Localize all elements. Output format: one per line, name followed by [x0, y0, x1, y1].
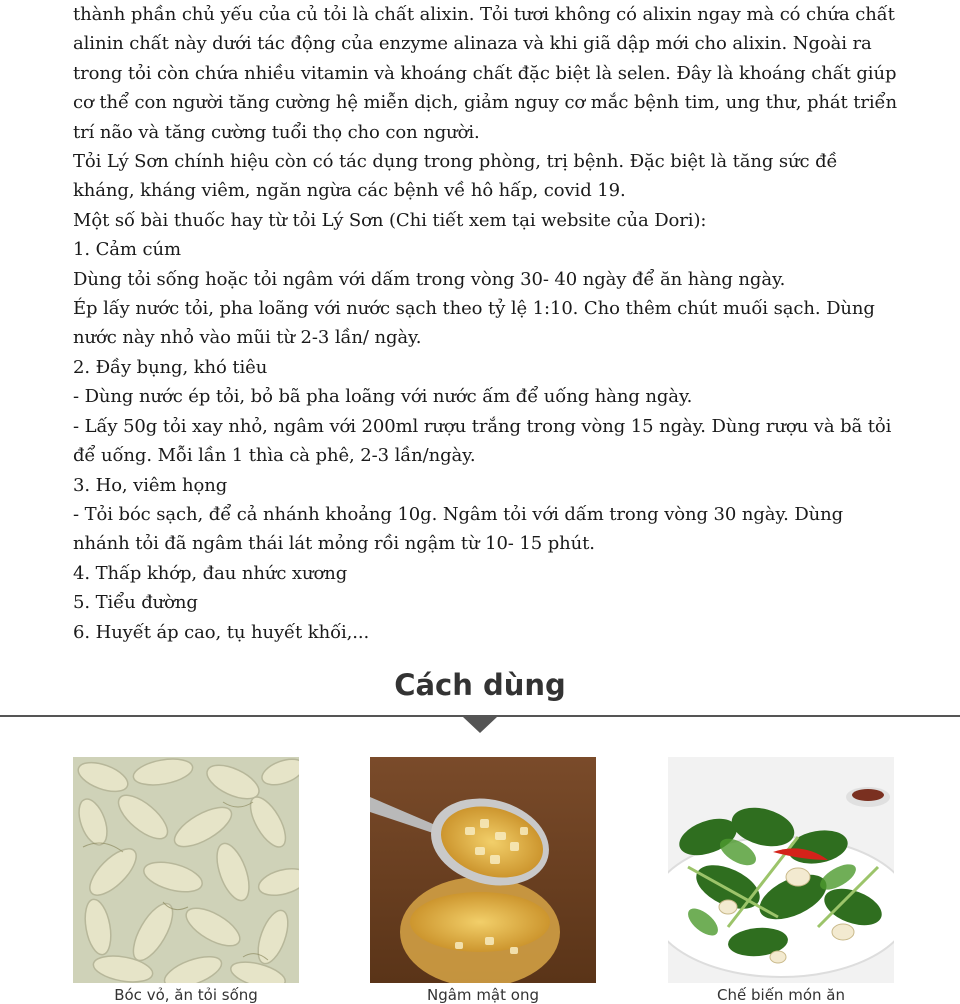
article-paragraph: Tỏi Lý Sơn chính hiệu còn có tác dụng trong phòng, trị bệnh. Đặc biệt là tăng sức đề kháng, kháng viêm, ngăn ngừa các bệnh về hô hấp, covid 19. [73, 151, 838, 202]
remedy-heading-rheumatism: 4. Thấp khớp, đau nhức xương [73, 562, 348, 584]
article-paragraph: - Lấy 50g tỏi xay nhỏ, ngâm với 200ml rượu trắng trong vòng 15 ngày. Dùng rượu và bã tỏi để uống. Mỗi lần 1 thìa cà phê, 2-3 lần/ngày. [73, 415, 892, 467]
divider-arrow-icon [463, 717, 497, 733]
gallery-caption: Chế biến món ăn [717, 986, 845, 1004]
stir-fried-greens-image[interactable] [668, 757, 894, 983]
article-paragraph: Dùng tỏi sống hoặc tỏi ngâm với dấm trong vòng 30- 40 ngày để ăn hàng ngày. [73, 268, 786, 290]
gallery-caption: Ngâm mật ong [427, 986, 539, 1004]
article-paragraph: - Dùng nước ép tỏi, bỏ bã pha loãng với nước ấm để uống hàng ngày. [73, 386, 693, 408]
article-paragraph: Một số bài thuốc hay từ tỏi Lý Sơn (Chi tiết xem tại website của Dori): [73, 209, 707, 231]
garlic-honey-image[interactable] [370, 757, 596, 983]
remedy-heading-blood-pressure: 6. Huyết áp cao, tụ huyết khối,... [73, 621, 370, 643]
article-body [73, 0, 903, 647]
article-paragraph: - Tỏi bóc sạch, để cả nhánh khoảng 10g. Ngâm tỏi với dấm trong vòng 30 ngày. Dùng nhánh tỏi đã ngâm thái lát mỏng rồi ngậm từ 10- 15 phút. [73, 503, 844, 555]
remedy-heading-cold: 1. Cảm cúm [73, 239, 181, 261]
remedy-heading-cough: 3. Ho, viêm họng [73, 474, 228, 496]
article-paragraph: thành phần chủ yếu của củ tỏi là chất alixin. Tỏi tươi không có alixin ngay mà có chứa chất alinin chất này dưới tác động của enzyme alinaza và khi giã dập mới cho alixin. Ngoài ra trong tỏi còn chứa nhiều vitamin và khoáng chất đặc biệt là selen. Đây là khoáng chất giúp cơ thể con người tăng cường hệ miễn dịch, giảm nguy cơ mắc bệnh tim, ung thư, phát triển trí não và tăng cường tuổi thọ cho con người. [73, 4, 898, 143]
remedy-heading-indigestion: 2. Đầy bụng, khó tiêu [73, 356, 268, 378]
article-paragraph: Ép lấy nước tỏi, pha loãng với nước sạch theo tỷ lệ 1:10. Cho thêm chút muối sạch. Dùng nước này nhỏ vào mũi từ 2-3 lần/ ngày. [73, 298, 875, 349]
remedy-heading-diabetes: 5. Tiểu đường [73, 592, 198, 614]
peeled-garlic-image[interactable] [73, 757, 299, 983]
section-title: Cách dùng [394, 668, 566, 702]
gallery-caption: Bóc vỏ, ăn tỏi sống [114, 986, 258, 1004]
